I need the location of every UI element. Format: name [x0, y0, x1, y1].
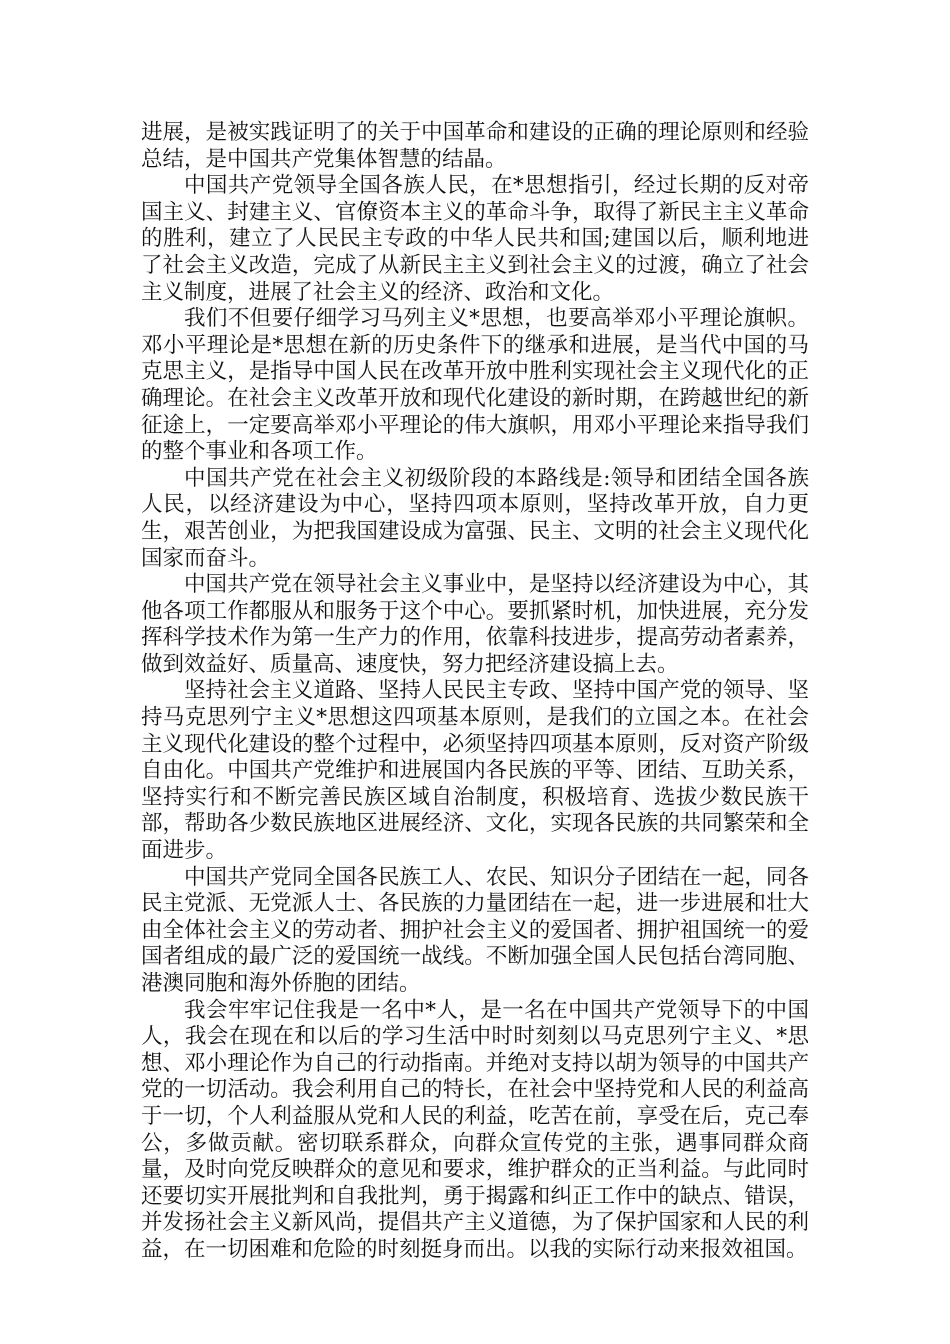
document-page: [141, 120, 809, 1264]
paragraph-economic-construction: 中国共产党在领导社会主义事业中，是坚持以经济建设为中心，其他各项工作都服从和服务于这个中心。要抓紧时机，加快进展，充分发挥科学技术作为第一生产力的作用，依靠科技进步，提高劳动者素养，做到效益好、质量高、速度快，努力把经济建设搞上去。: [141, 572, 809, 677]
paragraph-personal-pledge: 我会牢牢记住我是一名中*人，是一名在中国共产党领导下的中国人，我会在现在和以后的学习生活中时时刻刻以马克思列宁主义、*思想、邓小理论作为自己的行动指南。并绝对支持以胡为领导的中国共产党的一切活动。我会利用自己的特长，在社会中坚持党和人民的利益高于一切，个人利益服从党和人民的利益，吃苦在前，享受在后，克己奉公，多做贡献。密切联系群众，向群众宣传党的主张，遇事同群众商量，及时向党反映群众的意见和要求，维护群众的正当利益。与此同时还要切实开展批判和自我批判，勇于揭露和纠正工作中的缺点、错误，并发扬社会主义新风尚，提倡共产主义道德，为了保护国家和人民的利益，在一切困难和危险的时刻挺身而出。以我的实际行动来报效祖国。: [141, 997, 809, 1262]
paragraph-deng-theory: 我们不但要仔细学习马列主义*思想，也要高举邓小平理论旗帜。邓小平理论是*思想在新的历史条件下的继承和进展，是当代中国的马克思主义，是指导中国人民在改革开放中胜利实现社会主义现代化的正确理论。在社会主义改革开放和现代化建设的新时期，在跨越世纪的新征途上，一定要高举邓小平理论的伟大旗帜，用邓小平理论来指导我们的整个事业和各项工作。: [141, 306, 809, 465]
paragraph-continuation: 进展，是被实践证明了的关于中国革命和建设的正确的理论原则和经验总结，是中国共产党集体智慧的结晶。: [141, 120, 809, 172]
paragraph-united-front: 中国共产党同全国各民族工人、农民、知识分子团结在一起，同各民主党派、无党派人士、各民族的力量团结在一起，进一步进展和壮大由全体社会主义的劳动者、拥护社会主义的爱国者、拥护祖国统一的爱国者组成的最广泛的爱国统一战线。不断加强全国人民包括台湾同胞、港澳同胞和海外侨胞的团结。: [141, 864, 809, 996]
paragraph-party-leadership: 中国共产党领导全国各族人民，在*思想指引，经过长期的反对帝国主义、封建主义、官僚资本主义的革命斗争，取得了新民主主义革命的胜利，建立了人民民主专政的中华人民共和国;建国以后，顺利地进了社会主义改造，完成了从新民主主义到社会主义的过渡，确立了社会主义制度，进展了社会主义的经济、政治和文化。: [141, 173, 809, 305]
paragraph-four-principles: 坚持社会主义道路、坚持人民民主专政、坚持中国产党的领导、坚持马克思列宁主义*思想这四项基本原则，是我们的立国之本。在社会主义现代化建设的整个过程中，必须坚持四项基本原则，反对资产阶级自由化。中国共产党维护和进展国内各民族的平等、团结、互助关系，坚持实行和不断完善民族区域自治制度，积极培育、选拔少数民族干部，帮助各少数民族地区进展经济、文化，实现各民族的共同繁荣和全面进步。: [141, 678, 809, 864]
paragraph-basic-line: 中国共产党在社会主义初级阶段的本路线是:领导和团结全国各族人民，以经济建设为中心，坚持四项本原则，坚持改革开放，自力更生，艰苦创业，为把我国建设成为富强、民主、文明的社会主义现代化国家而奋斗。: [141, 465, 809, 571]
